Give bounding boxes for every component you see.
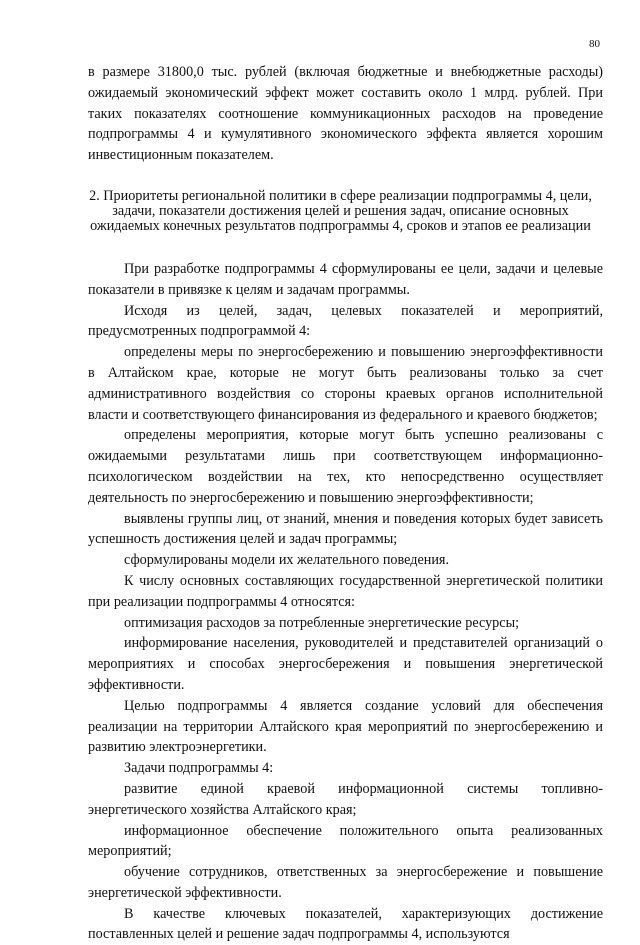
document-body: [88, 62, 603, 945]
paragraph-12: развитие единой краевой информационной системы топливно-энергетического хозяйства Алтайского края;: [88, 780, 603, 818]
paragraph-intro: в размере 31800,0 тыс. рублей (включая бюджетные и внебюджетные расходы) ожидаемый экономический эффект может составить около 1 млрд. рублей. При таких показателях соотношение коммуникационных расходов на проведение подпрограммы 4 и кумулятивного экономического эффекта является хорошим инвестиционным показателем.: [88, 64, 603, 164]
paragraph-6: сформулированы модели их желательного поведения.: [124, 552, 450, 569]
paragraph-3: определены меры по энергосбережению и повышению энергоэффективности в Алтайском крае, которые не могут быть реализованы только за счет административного воздействия со стороны краевых органов исполнительной власти и соответствующего финансирования из федерального и краевого бюджетов;: [88, 344, 603, 423]
page-number: 80: [589, 38, 600, 50]
paragraph-5: выявлены группы лиц, от знаний, мнения и поведения которых будет зависеть успешность достижения целей и задач программы;: [88, 510, 603, 548]
section-heading: 2. Приоритеты региональной политики в сфере реализации подпрограммы 4, цели, задачи, показатели достижения целей и решения задач, описание основных ожидаемых конечных результатов подпрограммы 4, сроков и этапов ее реализации: [89, 187, 592, 234]
paragraph-1: При разработке подпрограммы 4 сформулированы ее цели, задачи и целевые показатели в привязке к целям и задачам программы.: [88, 260, 603, 298]
paragraph-15: В качестве ключевых показателей, характеризующих достижение поставленных целей и решение задач подпрограммы 4, используются: [88, 905, 603, 943]
paragraph-4: определены мероприятия, которые могут быть успешно реализованы с ожидаемыми результатами лишь при соответствующем информационно-психологическом воздействии на тех, кто непосредственно осуществляет деятельность по энергосбережению и повышению энергоэффективности;: [88, 427, 603, 506]
paragraph-7: К числу основных составляющих государственной энергетической политики при реализации подпрограммы 4 относятся:: [88, 572, 603, 610]
paragraph-2: Исходя из целей, задач, целевых показателей и мероприятий, предусмотренных подпрограммой 4:: [88, 302, 603, 340]
paragraph-9: информирование населения, руководителей и представителей организаций о мероприятиях и способах энергосбережения и повышения энергетической эффективности.: [88, 635, 603, 693]
paragraph-11: Задачи подпрограммы 4:: [124, 760, 274, 777]
paragraph-8: оптимизация расходов за потребленные энергетические ресурсы;: [124, 614, 520, 631]
paragraph-13: информационное обеспечение положительного опыта реализованных мероприятий;: [88, 822, 603, 860]
paragraph-10: Целью подпрограммы 4 является создание условий для обеспечения реализации на территории Алтайского края мероприятий по энергосбережению и развитию электроэнергетики.: [88, 697, 603, 756]
paragraph-14: обучение сотрудников, ответственных за энергосбережение и повышение энергетической эффективности.: [88, 864, 603, 901]
